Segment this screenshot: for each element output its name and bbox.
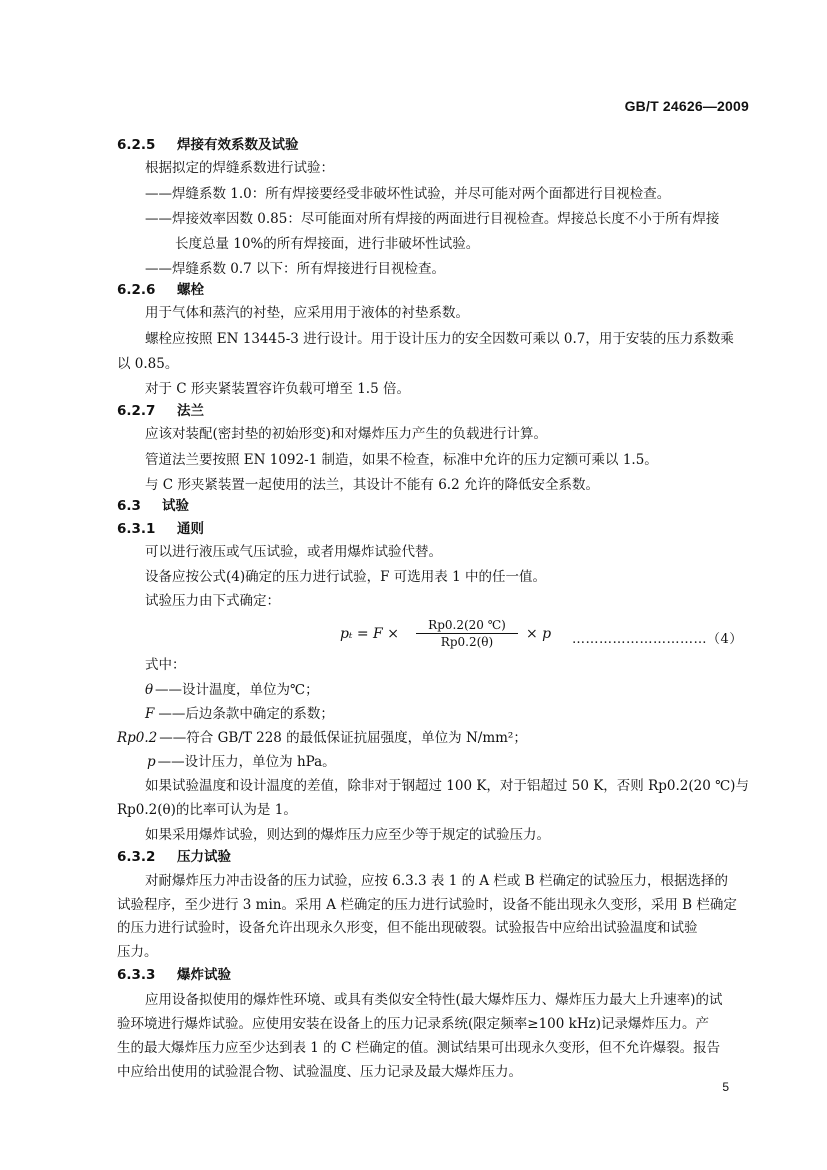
- paragraph: 可以进行液压或气压试验，或者用爆炸试验代替。: [145, 544, 442, 560]
- section-number: 6.3.2: [117, 849, 156, 865]
- page-number: 5: [722, 1080, 729, 1094]
- section-heading-6-2-7: [117, 402, 204, 420]
- section-title: 通则: [177, 521, 204, 537]
- section-number: 6.2.6: [117, 282, 156, 298]
- paragraph: 对耐爆炸压力冲击设备的压力试验，应按 6.3.3 表 1 的 A 栏或 B 栏确定的试验压力，根据选择的: [145, 873, 728, 889]
- paragraph: 试验压力由下式确定：: [145, 593, 280, 609]
- paragraph: 与 C 形夹紧装置一起使用的法兰，其设计不能有 6.2 允许的降低安全系数。: [145, 477, 599, 493]
- variable-text: ——设计压力，单位为 hPa。: [157, 754, 336, 770]
- paragraph: 根据拟定的焊缝系数进行试验：: [145, 160, 334, 176]
- section-heading-6-3-1: [117, 520, 204, 538]
- paragraph-continuation: 压力。: [117, 944, 158, 960]
- section-heading-6-3-3: [117, 966, 231, 984]
- formula-fraction: [412, 618, 522, 649]
- paragraph: 设备应按公式(4)确定的压力进行试验，F 可选用表 1 中的任一值。: [145, 569, 546, 585]
- formula-lhs: pₜ = F ×: [340, 626, 399, 642]
- paragraph: 如果采用爆炸试验，则达到的爆炸压力应至少等于规定的试验压力。: [145, 827, 550, 843]
- variable-symbol: F: [145, 706, 155, 722]
- section-number: 6.3: [117, 498, 141, 514]
- section-title: 焊接有效系数及试验: [177, 137, 299, 153]
- section-heading-6-2-5: [117, 136, 299, 154]
- paragraph: 对于 C 形夹紧装置容许负载可增至 1.5 倍。: [145, 381, 410, 397]
- paragraph-continuation: 验环境进行爆炸试验。应使用安装在设备上的压力记录系统(限定频率≥100 kHz)记录爆炸压力。产: [117, 1016, 709, 1032]
- section-number: 6.3.3: [117, 967, 156, 983]
- section-heading-6-3: [117, 497, 189, 515]
- section-title: 爆炸试验: [177, 967, 231, 983]
- section-number: 6.2.5: [117, 137, 156, 153]
- list-item: ——焊缝系数 0.7 以下：所有焊接进行目视检查。: [145, 261, 446, 277]
- list-item: ——焊接效率因数 0.85：尽可能面对所有焊接的两面进行目视检查。焊接总长度不小于所有焊接: [145, 211, 720, 227]
- variable-definition: [147, 753, 336, 771]
- section-title: 法兰: [177, 403, 204, 419]
- list-item: ——焊缝系数 1.0：所有焊接要经受非破坏性试验，并尽可能对两个面都进行目视检查。: [145, 186, 671, 202]
- variable-text: ——后边条款中确定的系数；: [158, 706, 334, 722]
- standard-number: GB/T 24626—2009: [624, 98, 749, 114]
- variable-definition: [117, 729, 527, 747]
- variable-text: ——设计温度，单位为℃；: [155, 682, 319, 698]
- fraction-bar: [416, 633, 518, 634]
- paragraph-continuation: 以 0.85。: [117, 356, 179, 372]
- paragraph: 应该对装配(密封垫的初始形变)和对爆炸压力产生的负载进行计算。: [145, 426, 548, 442]
- section-number: 6.2.7: [117, 403, 156, 419]
- formula-denominator: Rp0.2(θ): [440, 635, 494, 649]
- formula-rhs: × p: [526, 626, 552, 642]
- variable-definition: θ ——设计温度，单位为℃；: [145, 682, 319, 698]
- equation-number: …………………………（4）: [572, 632, 743, 647]
- where-label: 式中：: [145, 657, 186, 673]
- variable-symbol: p: [147, 754, 156, 770]
- formula-numerator: Rp0.2(20 ℃): [428, 618, 506, 632]
- variable-symbol: Rp0.2: [117, 730, 158, 746]
- paragraph: 如果试验温度和设计温度的差值，除非对于钢超过 100 K，对于铝超过 50 K，否则 Rp0.2(20 ℃)与: [145, 778, 749, 794]
- section-heading-6-3-2: [117, 848, 231, 866]
- section-title: 试验: [162, 498, 189, 514]
- section-number: 6.3.1: [117, 521, 156, 537]
- paragraph: 螺栓应按照 EN 13445-3 进行设计。用于设计压力的安全因数可乘以 0.7，用于安装的压力系数乘: [145, 331, 734, 347]
- paragraph-continuation: 试验程序，至少进行 3 min。采用 A 栏确定的压力进行试验时，设备不能出现永久变形，采用 B 栏确定: [117, 897, 737, 913]
- paragraph: 用于气体和蒸汽的衬垫，应采用用于液体的衬垫系数。: [145, 305, 469, 321]
- section-title: 螺栓: [177, 282, 204, 298]
- paragraph: 管道法兰要按照 EN 1092-1 制造，如果不检查，标准中允许的压力定额可乘以 1.5。: [145, 452, 658, 468]
- section-title: 压力试验: [177, 849, 231, 865]
- paragraph: 应用设备拟使用的爆炸性环境、或具有类似安全特性(最大爆炸压力、爆炸压力最大上升速率)的试: [145, 992, 723, 1008]
- paragraph-continuation: 生的最大爆炸压力应至少达到表 1 的 C 栏确定的值。测试结果可出现永久变形，但不允许爆裂。报告: [117, 1040, 721, 1056]
- list-item-continuation: 长度总量 10%的所有焊接面，进行非破坏性试验。: [175, 236, 480, 252]
- paragraph-continuation: 的压力进行试验时，设备允许出现永久形变，但不能出现破裂。试验报告中应给出试验温度和试验: [117, 920, 698, 936]
- paragraph-continuation: 中应给出使用的试验混合物、试验温度、压力记录及最大爆炸压力。: [117, 1064, 522, 1080]
- section-heading-6-2-6: [117, 281, 204, 299]
- variable-definition: [145, 705, 334, 723]
- paragraph-continuation: Rp0.2(θ)的比率可认为是 1。: [117, 802, 297, 818]
- variable-text: ——符合 GB/T 228 的最低保证抗屈强度，单位为 N/mm²；: [159, 730, 527, 746]
